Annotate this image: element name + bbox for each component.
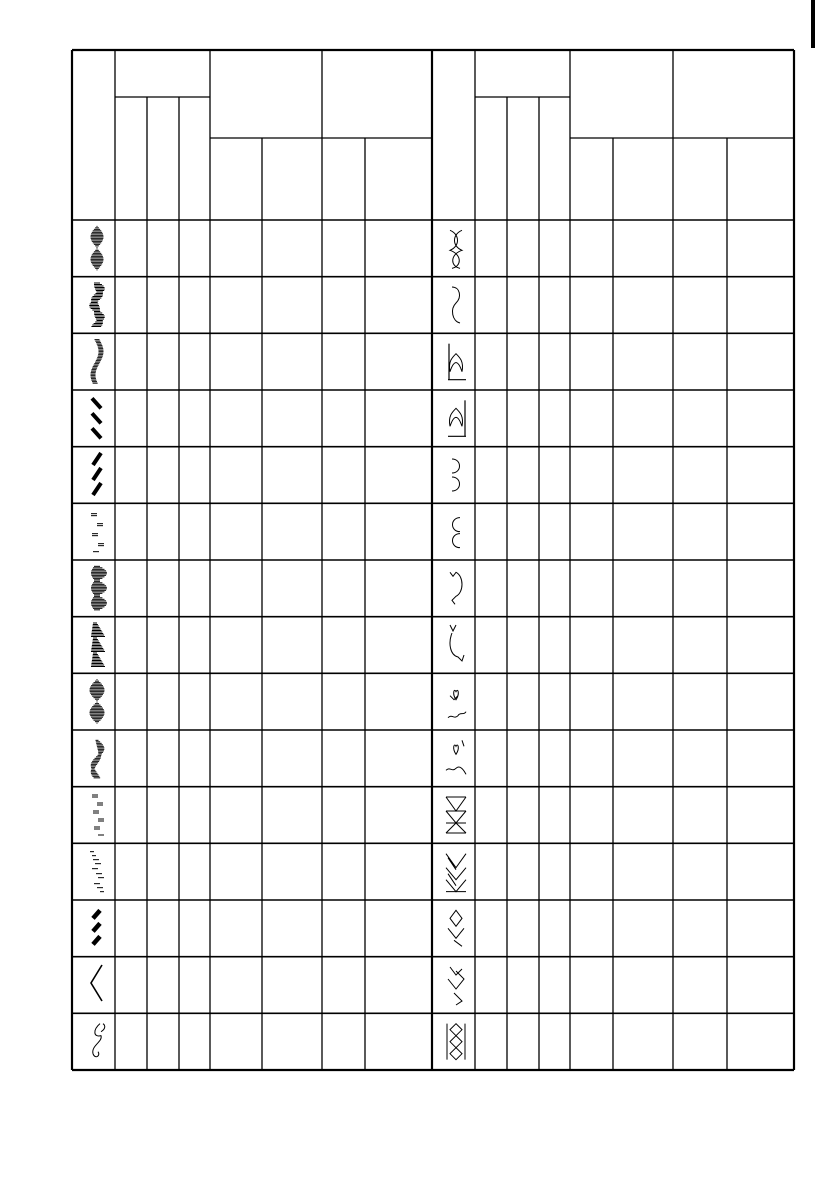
stitch-icons xyxy=(89,226,466,1059)
slanted-dash-satin-icon xyxy=(93,453,101,495)
feather-vine-satin-icon xyxy=(91,740,105,778)
arch-with-v-icon xyxy=(450,625,464,661)
tulip-vine-icon xyxy=(448,690,466,717)
triangle-stack-double-icon xyxy=(446,854,466,892)
double-arch-reverse-icon xyxy=(453,518,461,548)
step-satin-icon xyxy=(91,514,104,552)
tulip-vine-alt-icon xyxy=(446,740,466,774)
table-grid xyxy=(72,50,794,1070)
diagonal-dash-satin-icon xyxy=(92,398,101,438)
curl-leaf-icon xyxy=(93,1024,105,1057)
wave-satin-icon xyxy=(91,340,104,384)
leaf-satin-icon xyxy=(91,623,105,667)
diamond-zigzag-icon xyxy=(448,910,464,946)
lotus-flower-icon xyxy=(448,344,466,380)
scallop-satin-icon xyxy=(91,566,107,610)
bold-slant-bars-icon xyxy=(93,910,100,944)
stair-diagonal-satin-icon xyxy=(90,852,104,892)
triangle-stack-icon xyxy=(446,797,466,833)
double-diamond-satin-icon xyxy=(91,226,104,269)
diamond-chain-icon xyxy=(447,1024,465,1060)
chevron-outline-icon xyxy=(91,965,102,1001)
s-curve-icon xyxy=(452,287,460,323)
stair-block-satin-icon xyxy=(92,795,104,835)
crossed-leaves-icon xyxy=(450,230,462,268)
lotus-flower-alt-icon xyxy=(448,400,466,436)
zigzag-vine-satin-icon xyxy=(89,283,104,327)
zigzag-diamond-icon xyxy=(448,967,464,1005)
arch-with-tail-icon xyxy=(450,572,462,604)
double-arch-icon xyxy=(452,459,460,491)
round-ball-satin-icon xyxy=(90,680,105,724)
